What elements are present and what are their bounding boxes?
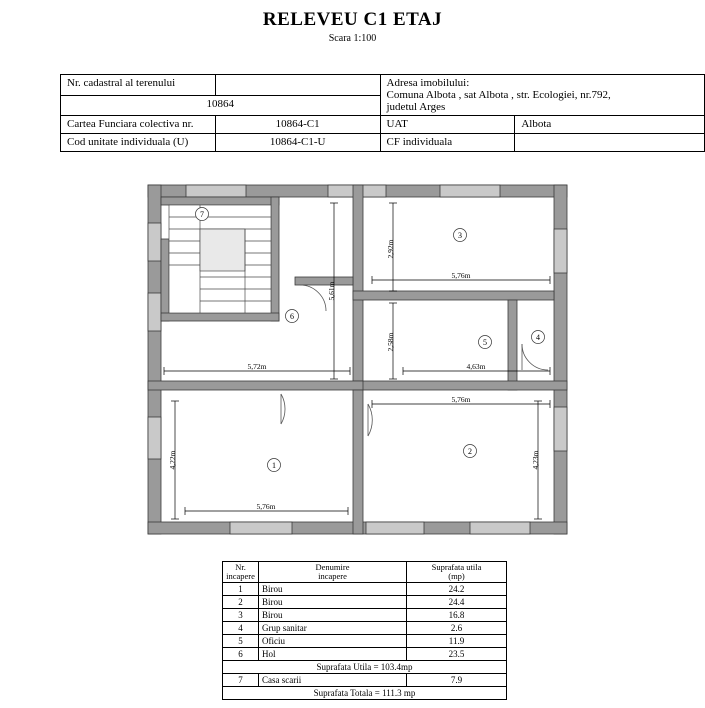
svg-text:5,72m: 5,72m: [247, 362, 267, 371]
row-nr: 4: [223, 621, 259, 634]
value-uat: Albota: [515, 116, 705, 134]
subtotal-utila: Suprafata Utila = 103.4mp: [223, 660, 507, 673]
row-nr: 7: [223, 673, 259, 686]
row-nr: 3: [223, 608, 259, 621]
table-row: [223, 608, 507, 621]
header-nr-line2: incapere: [226, 570, 255, 581]
svg-text:6: 6: [290, 311, 294, 321]
svg-text:4,22m: 4,22m: [168, 450, 177, 470]
table-row: [61, 134, 705, 152]
row-denumire: Birou: [259, 608, 407, 621]
rooms-area-table: [222, 561, 507, 700]
row-suprafata: 24.4: [407, 595, 507, 608]
row-suprafata: 2.6: [407, 621, 507, 634]
svg-text:4: 4: [536, 332, 540, 342]
svg-text:7: 7: [200, 209, 204, 219]
row-denumire: Hol: [259, 647, 407, 660]
svg-text:5,61m: 5,61m: [327, 281, 336, 301]
svg-text:3: 3: [458, 230, 462, 240]
row-nr: 5: [223, 634, 259, 647]
table-row: [61, 116, 705, 134]
table-row: [61, 75, 705, 96]
row-suprafata: 16.8: [407, 608, 507, 621]
value-cf-individuala: [515, 134, 705, 152]
table-row: [223, 647, 507, 660]
label-cf-individuala: CF individuala: [380, 134, 515, 152]
cell-empty-1: [215, 75, 380, 96]
header-denumire: [259, 562, 407, 583]
row-denumire: Birou: [259, 582, 407, 595]
value-unitate: 10864-C1-U: [215, 134, 380, 152]
row-nr: 2: [223, 595, 259, 608]
svg-text:5,76m: 5,76m: [256, 502, 276, 511]
row-suprafata: 23.5: [407, 647, 507, 660]
svg-text:2,92m: 2,92m: [386, 239, 395, 259]
table-row: [223, 673, 507, 686]
row-nr: 6: [223, 647, 259, 660]
label-address: Adresa imobilului:: [386, 77, 470, 89]
value-cf-colectiva: 10864-C1: [215, 116, 380, 134]
table-row: [223, 595, 507, 608]
header-nr-line1: Nr.: [235, 562, 246, 572]
table-row-total: [223, 686, 507, 699]
address-line-2: judetul Arges: [386, 101, 446, 113]
header-sup-line1: Suprafata utila: [431, 562, 482, 572]
page-title: RELEVEU C1 ETAJ: [262, 9, 443, 30]
row-suprafata: 24.2: [407, 582, 507, 595]
table-row: [223, 582, 507, 595]
table-row: [223, 621, 507, 634]
label-cf-colectiva: Cartea Funciara colectiva nr.: [61, 116, 216, 134]
total-area: Suprafata Totala = 111.3 mp: [223, 686, 507, 699]
svg-text:5: 5: [483, 337, 487, 347]
svg-text:2,58m: 2,58m: [386, 332, 395, 352]
svg-text:4,23m: 4,23m: [531, 450, 540, 470]
table-row: [223, 634, 507, 647]
row-suprafata: 11.9: [407, 634, 507, 647]
svg-text:4,63m: 4,63m: [466, 362, 486, 371]
row-denumire: Casa scarii: [259, 673, 407, 686]
address-line-1: Comuna Albota , sat Albota , str. Ecologiei, nr.792,: [386, 89, 611, 101]
header-sup-line2: (mp): [448, 570, 465, 581]
row-suprafata: 7.9: [407, 673, 507, 686]
table-header-row: [223, 562, 507, 583]
svg-text:2: 2: [468, 446, 472, 456]
label-unitate: Cod unitate individuala (U): [61, 134, 216, 152]
row-nr: 1: [223, 582, 259, 595]
value-cadastral: 10864: [61, 95, 381, 116]
table-row-subtotal: [223, 660, 507, 673]
header-den-line1: Denumire: [315, 562, 350, 572]
label-cadastral: Nr. cadastral al terenului: [61, 75, 216, 96]
svg-text:5,76m: 5,76m: [451, 271, 471, 280]
header-info-table: [60, 74, 705, 152]
label-uat: UAT: [380, 116, 515, 134]
row-denumire: Grup sanitar: [259, 621, 407, 634]
svg-text:5,76m: 5,76m: [451, 395, 471, 404]
floor-plan-drawing: [140, 179, 575, 539]
row-denumire: Birou: [259, 595, 407, 608]
header-den-line2: incapere: [318, 570, 347, 581]
header-nr: [223, 562, 259, 583]
header-suprafata: [407, 562, 507, 583]
page-subtitle-scale: Scara 1:100: [328, 33, 377, 44]
address-cell: [380, 75, 705, 116]
row-denumire: Oficiu: [259, 634, 407, 647]
svg-text:1: 1: [272, 460, 276, 470]
